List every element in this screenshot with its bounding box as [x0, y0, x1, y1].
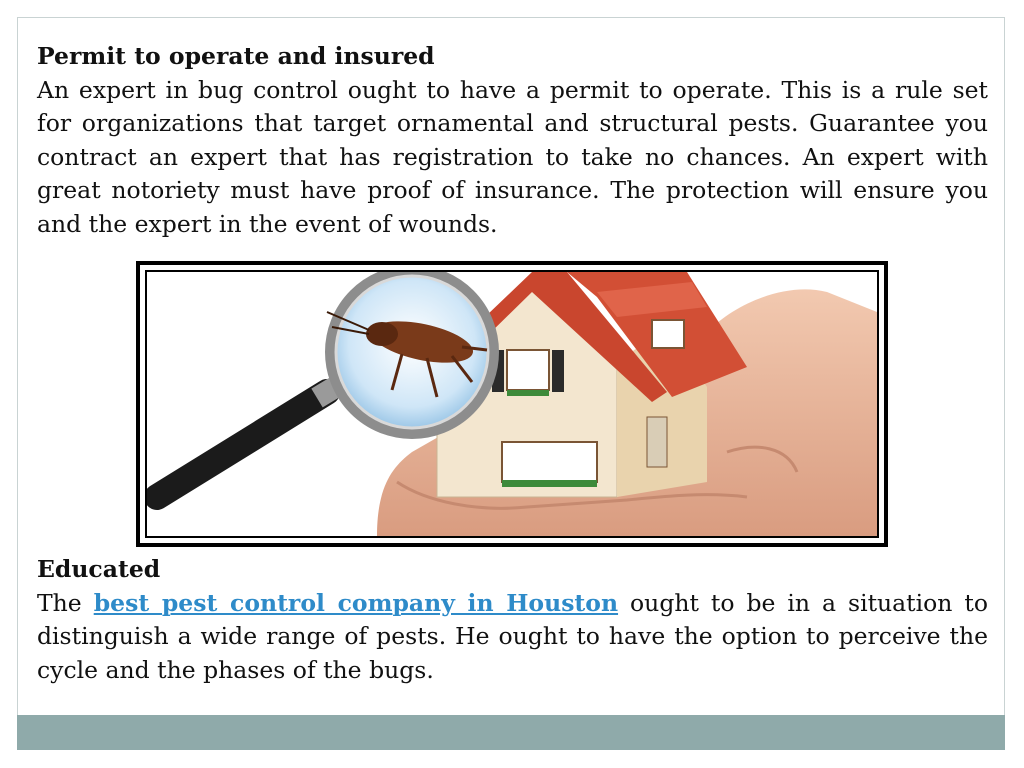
footer-bar — [17, 715, 1005, 750]
permit-heading: Permit to operate and insured — [37, 42, 435, 70]
pest-house-image — [136, 261, 888, 547]
permit-section — [37, 40, 988, 241]
pest-control-link[interactable]: best pest control company in Houston — [93, 588, 619, 617]
magnifier-handle — [157, 392, 327, 497]
educated-paragraph — [37, 587, 988, 688]
paragraph-prefix: The — [37, 588, 82, 617]
paragraph-suffix: ought to be in a situation to distinguish a wide range of pests. He ought to have the option to perceive the cycle and the phases of the bugs. — [37, 588, 988, 684]
educated-heading: Educated — [37, 555, 161, 583]
educated-section — [37, 553, 988, 687]
house-magnifier-illustration — [147, 272, 877, 536]
house-window — [507, 350, 549, 390]
permit-paragraph: An expert in bug control ought to have a permit to operate. This is a rule set for organizations that target ornamental and structural pests. Guarantee you contract an expert that has registration to take no chances. An expert with great notoriety must have proof of insurance. The protection will ensure you and the expert in the event of wounds. — [37, 75, 988, 238]
